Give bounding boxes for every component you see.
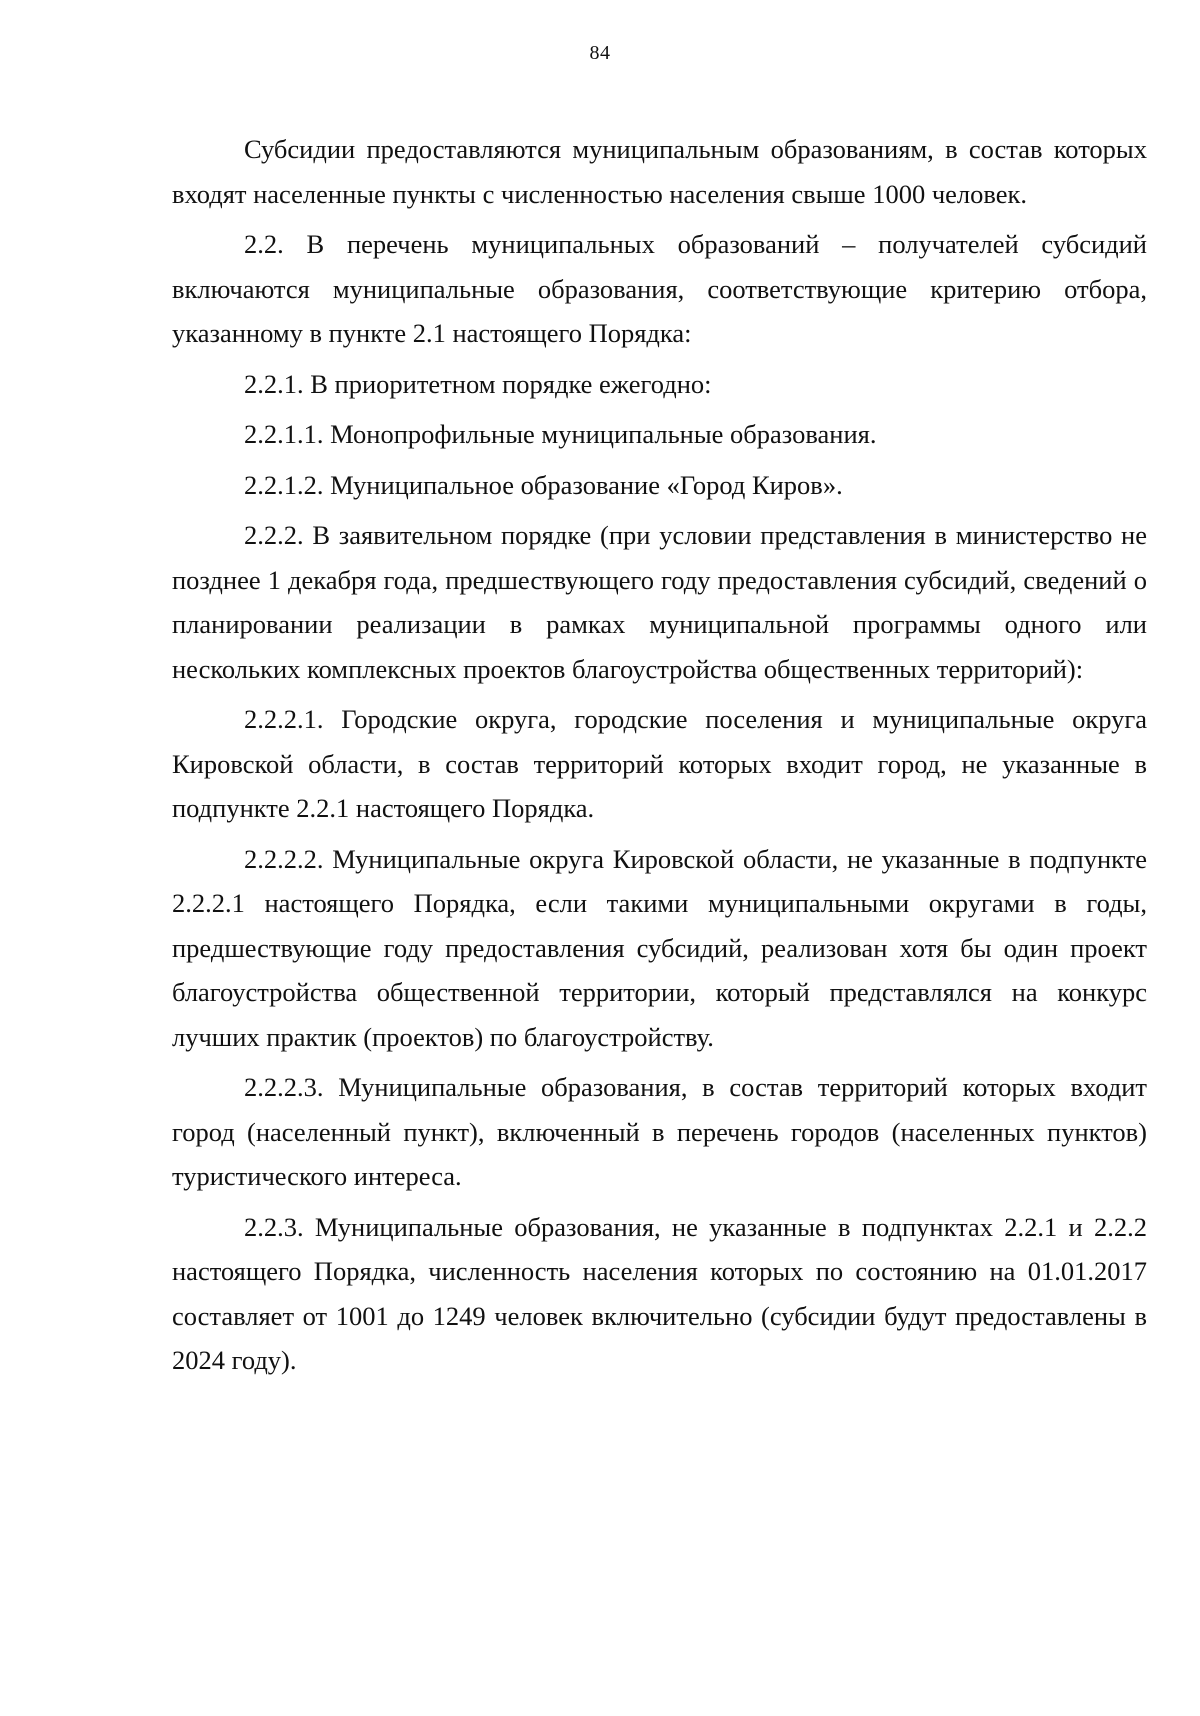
document-body	[172, 127, 1147, 1383]
paragraph-2-2-1: 2.2.1. В приоритетном порядке ежегодно:	[244, 368, 712, 399]
paragraph-2-2-3: 2.2.3. Муниципальные образования, не указанные в подпунктах 2.2.1 и 2.2.2 настоящего Порядка, численность населения которых по состоянию на 01.01.2017 составляет от 1001 до 1249 человек включительно (субсидии будут предоставлены в 2024 году).	[172, 1211, 1147, 1375]
paragraph-2-2-2-2: 2.2.2.2. Муниципальные округа Кировской области, не указанные в подпункте 2.2.2.1 настоящего Порядка, если такими муниципальными округами в годы, предшествующие году предоставления субсидий, реализован хотя бы один проект благоустройства общественной территории, который представлялся на конкурс лучших практик (проектов) по благоустройству.	[172, 843, 1147, 1052]
paragraph-2-2-1-1: 2.2.1.1. Монопрофильные муниципальные образования.	[244, 419, 877, 449]
paragraph-2-2-2-1: 2.2.2.1. Городские округа, городские поселения и муниципальные округа Кировской области, в состав территорий которых входит город, не указанные в подпункте 2.2.1 настоящего Порядка.	[172, 704, 1147, 823]
paragraph-subsidies-intro: Субсидии предоставляются муниципальным образованиям, в состав которых входят населенные пункты с численностью населения свыше 1000 человек.	[172, 134, 1147, 209]
paragraph-2-2: 2.2. В перечень муниципальных образований – получателей субсидий включаются муниципальные образования, соответствующие критерию отбора, указанному в пункте 2.1 настоящего Порядка:	[172, 229, 1147, 348]
page-number: 84	[589, 42, 611, 64]
paragraph-2-2-1-2: 2.2.1.2. Муниципальное образование «Город Киров».	[244, 469, 843, 500]
paragraph-2-2-2: 2.2.2. В заявительном порядке (при условии представления в министерство не позднее 1 декабря года, предшествующего году предоставления субсидий, сведений о планировании реализации в рамках муниципальной программы одного или нескольких комплексных проектов благоустройства общественных территорий):	[172, 520, 1147, 684]
paragraph-2-2-2-3: 2.2.2.3. Муниципальные образования, в состав территорий которых входит город (населенный пункт), включенный в перечень городов (населенных пунктов) туристического интереса.	[172, 1072, 1147, 1191]
